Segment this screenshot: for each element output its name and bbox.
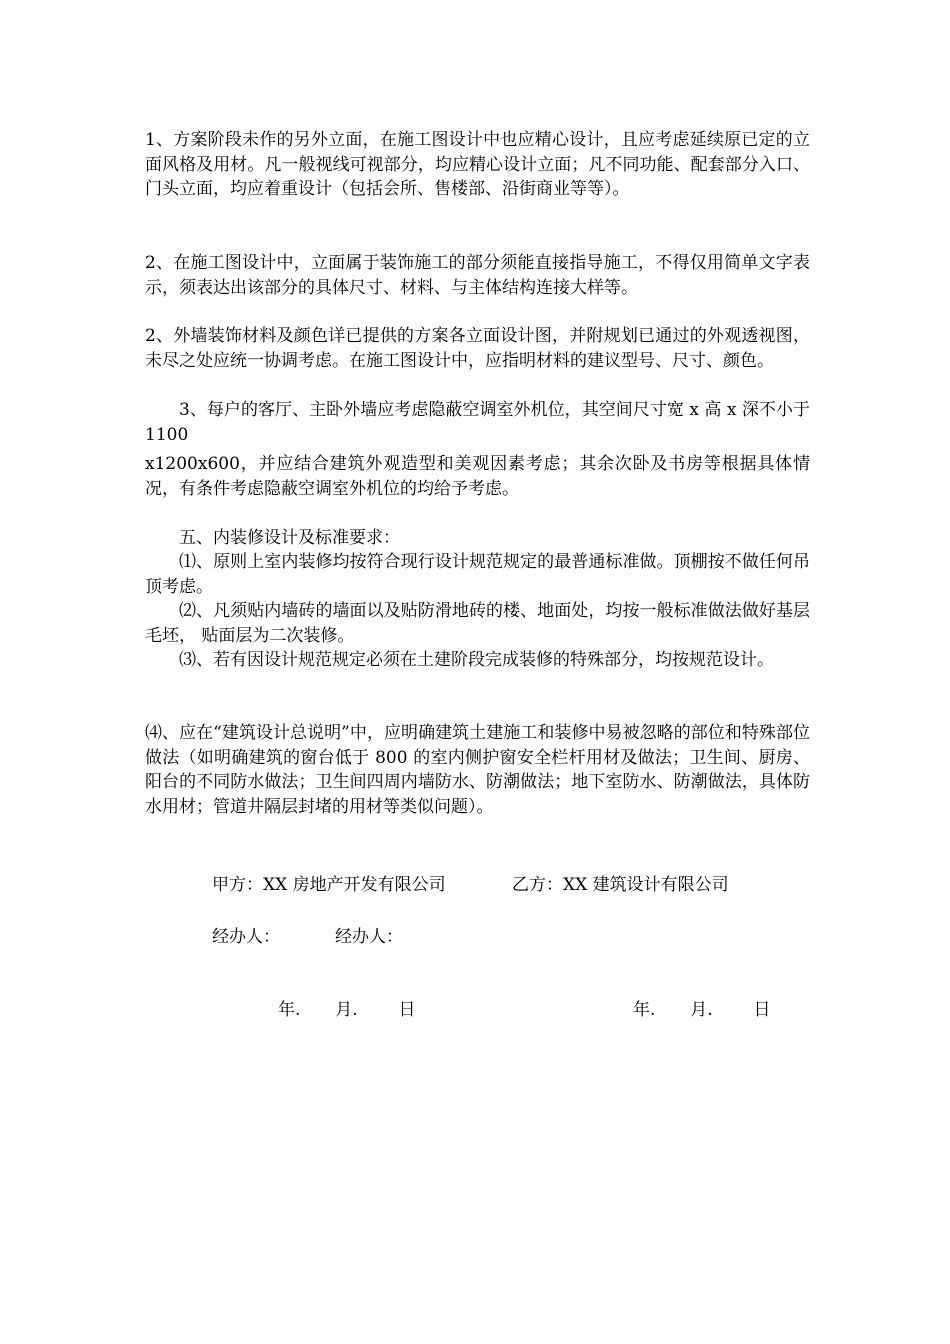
interior-item-4: ⑷、应在“建筑设计总说明”中，应明确建筑土建施工和装修中易被忽略的部位和特殊部位做法（如明确建筑的窗台低于 800 的室内侧护窗安全栏杆用材及做法；卫生间、厨房、阳台的不同防水做法；卫生间四周内墙防水、防潮做法；地下室防水、防潮做法，具体防水用材；管道井隔层封堵的用材等类似问题）。 [145,723,810,817]
date-year: 年. [278,1000,301,1020]
date-year: 年. [633,1000,656,1020]
party-a-agent: 经办人： [212,927,280,947]
party-a-label: 甲方：XX 房地产开发有限公司 [212,875,446,895]
party-b-label: 乙方：XX 建筑设计有限公司 [512,875,729,895]
party-b-agent: 经办人： [335,927,403,947]
date-day: 日 [398,1000,416,1020]
interior-item-1: ⑴、原则上室内装修均按符合现行设计规范规定的最普通标准做。顶棚按不做任何吊顶考虑。 [145,552,810,597]
party-a-date [278,998,415,1022]
paragraph-ac-units-part2: x1200x600，并应结合建筑外观造型和美观因素考虑；其余次卧及书房等根据具体情况，有条件考虑隐蔽空调室外机位的均给予考虑。 [145,454,810,499]
date-month: 月. [335,1000,358,1020]
paragraph-facade-design: 1、方案阶段未作的另外立面，在施工图设计中也应精心设计，且应考虑延续原已定的立面风格及用材。凡一般视线可视部分，均应精心设计立面；凡不同功能、配套部分入口、门头立面，均应着重设计（包括会所、售楼部、沿街商业等等）。 [145,130,810,199]
section-title-interior: 五、内装修设计及标准要求： [179,528,400,548]
paragraph-ac-units-part1: 3、每户的客厅、主卧外墙应考虑隐蔽空调室外机位，其空间尺寸宽 x 高 x 深不小于 1100 [145,400,810,445]
date-month: 月. [690,1000,713,1020]
paragraph-exterior-materials: 2、外墙装饰材料及颜色详已提供的方案各立面设计图，并附规划已通过的外观透视图，未尽之处应统一协调考虑。在施工图设计中，应指明材料的建议型号、尺寸、颜色。 [145,326,810,371]
date-day: 日 [753,1000,771,1020]
party-b-date [633,998,770,1022]
interior-item-2: ⑵、凡须贴内墙砖的墙面以及贴防滑地砖的楼、地面处，均按一般标准做法做好基层毛坯， 贴面层为二次装修。 [145,601,810,646]
interior-item-3: ⑶、若有因设计规范规定必须在土建阶段完成装修的特殊部分，均按规范设计。 [179,650,774,670]
paragraph-facade-construction: 2、在施工图设计中，立面属于装饰施工的部分须能直接指导施工，不得仅用简单文字表示，须表达出该部分的具体尺寸、材料、与主体结构连接大样等。 [145,253,810,298]
